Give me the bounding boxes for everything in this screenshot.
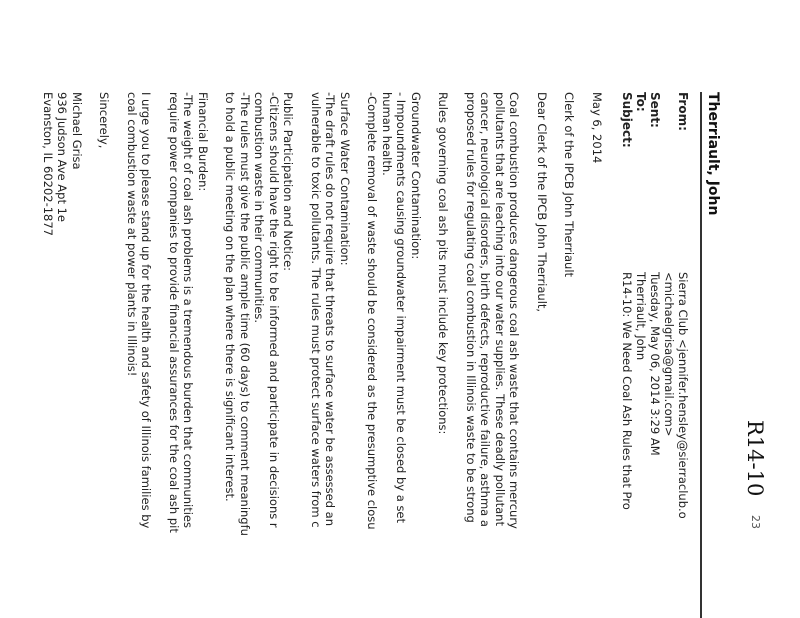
section-1 — [309, 92, 353, 618]
signoff — [97, 92, 112, 618]
section-3 — [167, 92, 211, 618]
text-line: Rules governing coal ash pits must include key protections: — [436, 92, 451, 435]
header-label: From: — [676, 92, 690, 131]
signature-line: Evanston, IL 60202-1877 — [41, 92, 55, 236]
text-line: -The draft rules do not require that threats to surface water be assessed an — [323, 92, 338, 527]
header-label: Sent: — [648, 92, 662, 128]
letter-salutation — [535, 92, 550, 618]
text-line: vulnerable to toxic pollutants. The rules must protect surface waters from c — [309, 92, 323, 528]
salutation-line: Dear Clerk of the IPCB John Therriault, — [535, 92, 549, 313]
header-value: Tuesday, May 06, 2014 3:29 AM — [648, 272, 662, 456]
text-line: -Citizens should have the right to be informed and participate in decisions r — [267, 92, 281, 528]
text-line: -The weight of coal ash problems is a tremendous burden that communities — [181, 92, 196, 528]
signature-line: 936 Judson Ave Apt 1e — [55, 92, 70, 223]
signoff-line: Sincerely, — [97, 92, 112, 149]
text-line: pollutants that are leaching into our water supplies. These deadly pollutant — [493, 92, 507, 526]
header-value: R14-10: We Need Coal Ash Rules that Pro — [620, 272, 634, 510]
header-label: To: — [634, 92, 648, 112]
closing-paragraph — [125, 92, 154, 618]
section-2 — [223, 92, 296, 618]
case-code: R14-10 — [743, 420, 767, 497]
text-line: -Complete removal of waste should be considered as the presumptive closu — [365, 92, 380, 530]
date-line: May 6, 2014 — [590, 92, 604, 164]
text-line: - Impoundments causing groundwater impairment must be closed by a set — [394, 92, 409, 524]
signature-block — [41, 92, 85, 618]
text-line: -The rules must give the public ample time (60 days) to comment meaningfu — [238, 92, 252, 536]
text-line: proposed rules for regulating coal combustion in Illinois waste to be strong — [464, 92, 478, 523]
header-rule — [700, 92, 702, 618]
letter-body — [28, 92, 605, 618]
intro-paragraph — [464, 92, 522, 618]
addressee-line: Clerk of the IPCB John Therriault — [562, 92, 577, 278]
header-value: <michaelgrisa@gmail.com> — [662, 272, 676, 437]
text-line: require power companies to provide financial assurances for the coal ash pit — [167, 92, 181, 533]
header-value: Therriault, John — [634, 272, 648, 361]
rules-paragraph — [436, 92, 451, 618]
text-line: cancer, neurological disorders, birth defects, reproductive failure, asthma a — [478, 92, 493, 527]
text-line: coal combustion waste at power plants in Illinois! — [125, 92, 139, 377]
section-title: Public Participation and Notice: — [281, 92, 296, 272]
section-title: Financial Burden: — [196, 92, 210, 192]
letter-date — [590, 92, 605, 618]
header-value: Sierra Club <jennifer.hensley@sierraclub.o — [676, 272, 690, 519]
sender-name: Therriault, John — [705, 92, 721, 216]
letter-addressee — [562, 92, 577, 618]
header-label: Subject: — [620, 92, 634, 148]
text-line: combustion waste in their communities. — [252, 92, 267, 324]
text-line: human health. — [380, 92, 394, 176]
text-line: to hold a public meeting on the plan where there is significant interest. — [223, 92, 238, 502]
text-line: I urge you to please stand up for the health and safety of Illinois families by — [139, 92, 154, 529]
text-line: Coal combustion produces dangerous coal ash waste that contains mercury — [507, 92, 522, 529]
signature-line: Michael Grisa — [70, 92, 84, 170]
section-title: Groundwater Contamination: — [409, 92, 423, 260]
page-number: 23 — [749, 515, 762, 529]
section-0 — [365, 92, 423, 618]
section-title: Surface Water Contamination: — [338, 92, 352, 266]
